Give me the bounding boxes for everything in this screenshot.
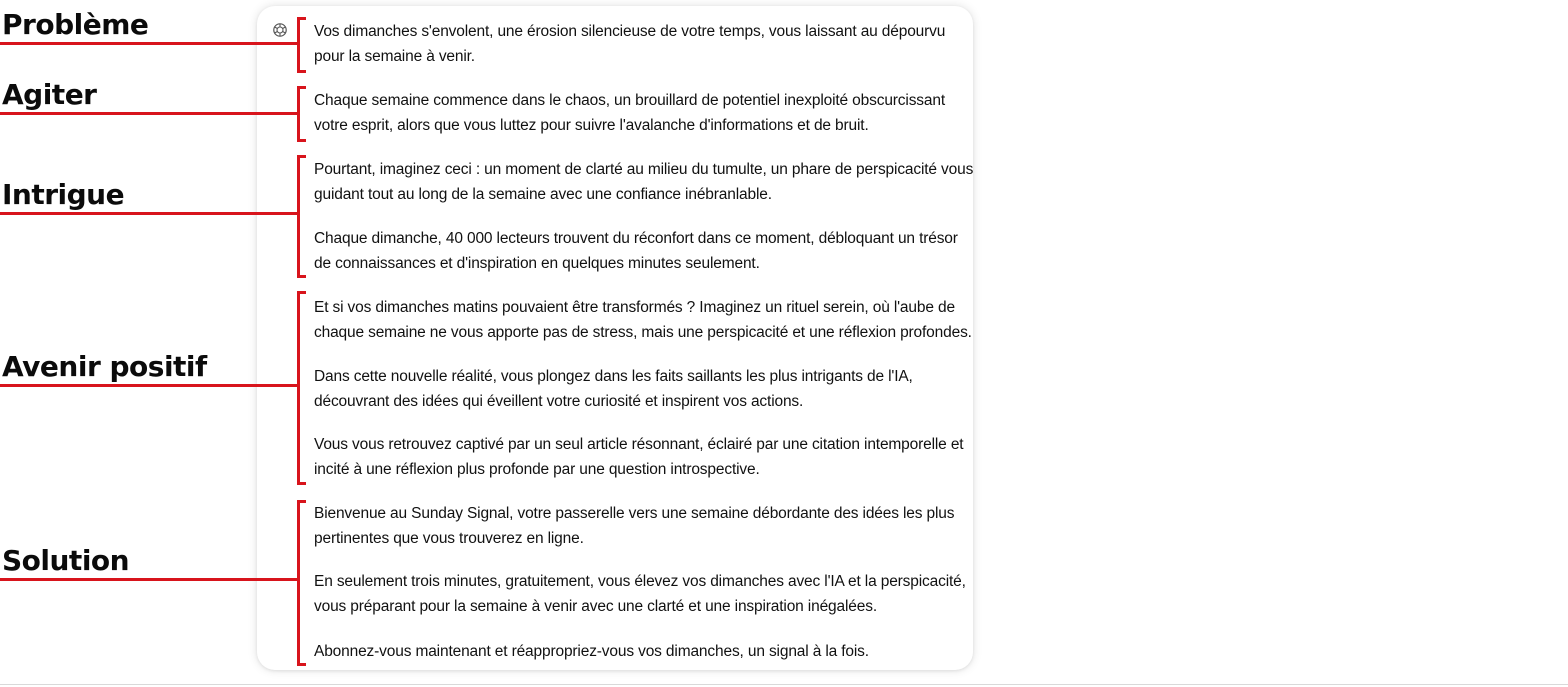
paragraph-line: Vos dimanches s'envolent, une érosion silencieuse de votre temps, vous laissant au dépourvu — [314, 23, 946, 40]
bracket-agiter — [297, 86, 306, 142]
connector-line-avenir-positif — [0, 384, 298, 387]
paragraph-line: Et si vos dimanches matins pouvaient être transformés ? Imaginez un rituel serein, où l'aube de — [314, 299, 955, 316]
paragraph-line: En seulement trois minutes, gratuitement, vous élevez vos dimanches avec l'IA et la perspicacité, — [314, 573, 966, 590]
paragraph-line: Vous vous retrouvez captivé par un seul article résonnant, éclairé par une citation intemporelle et — [314, 436, 964, 453]
paragraph-line: chaque semaine ne vous apporte pas de stress, mais une perspicacité et une réflexion profondes. — [314, 324, 972, 341]
paragraph-line: pertinentes que vous trouverez en ligne. — [314, 530, 584, 547]
connector-line-solution — [0, 578, 298, 581]
paragraph-line: vous préparant pour la semaine à venir avec une clarté et une inspiration inégalées. — [314, 598, 877, 615]
connector-line-intrigue — [0, 212, 298, 215]
label-avenir-positif: Avenir positif — [2, 350, 207, 383]
bracket-solution — [297, 500, 306, 666]
bracket-avenir-positif — [297, 291, 306, 485]
label-intrigue: Intrigue — [2, 178, 125, 211]
paragraph-line: incité à une réflexion plus profonde par une question introspective. — [314, 461, 760, 478]
paragraph-line: de connaissances et d'inspiration en quelques minutes seulement. — [314, 255, 760, 272]
bottom-divider — [0, 684, 1568, 685]
label-solution: Solution — [2, 544, 130, 577]
label-probleme: Problème — [2, 8, 149, 41]
paragraph-line: Chaque dimanche, 40 000 lecteurs trouvent du réconfort dans ce moment, débloquant un trésor — [314, 230, 958, 247]
bracket-intrigue — [297, 155, 306, 278]
paragraph-line: Pourtant, imaginez ceci : un moment de clarté au milieu du tumulte, un phare de perspicacité vous — [314, 161, 974, 178]
paragraph-line: Abonnez-vous maintenant et réappropriez-vous vos dimanches, un signal à la fois. — [314, 643, 869, 660]
paragraph-line: pour la semaine à venir. — [314, 48, 475, 65]
paragraph-line: découvrant des idées qui éveillent votre curiosité et inspirent vos actions. — [314, 393, 804, 410]
paragraph-line: Dans cette nouvelle réalité, vous plongez dans les faits saillants les plus intrigants de l'IA, — [314, 368, 913, 385]
label-agiter: Agiter — [2, 78, 97, 111]
paragraph-line: votre esprit, alors que vous luttez pour suivre l'avalanche d'informations et de bruit. — [314, 117, 869, 134]
connector-line-probleme — [0, 42, 298, 45]
openai-logo-icon — [272, 22, 288, 38]
paragraph-line: guidant tout au long de la semaine avec une confiance inébranlable. — [314, 186, 772, 203]
paragraph-line: Chaque semaine commence dans le chaos, un brouillard de potentiel inexploité obscurcissant — [314, 92, 945, 109]
connector-line-agiter — [0, 112, 298, 115]
paragraph-line: Bienvenue au Sunday Signal, votre passerelle vers une semaine débordante des idées les plus — [314, 505, 955, 522]
bracket-probleme — [297, 17, 306, 73]
